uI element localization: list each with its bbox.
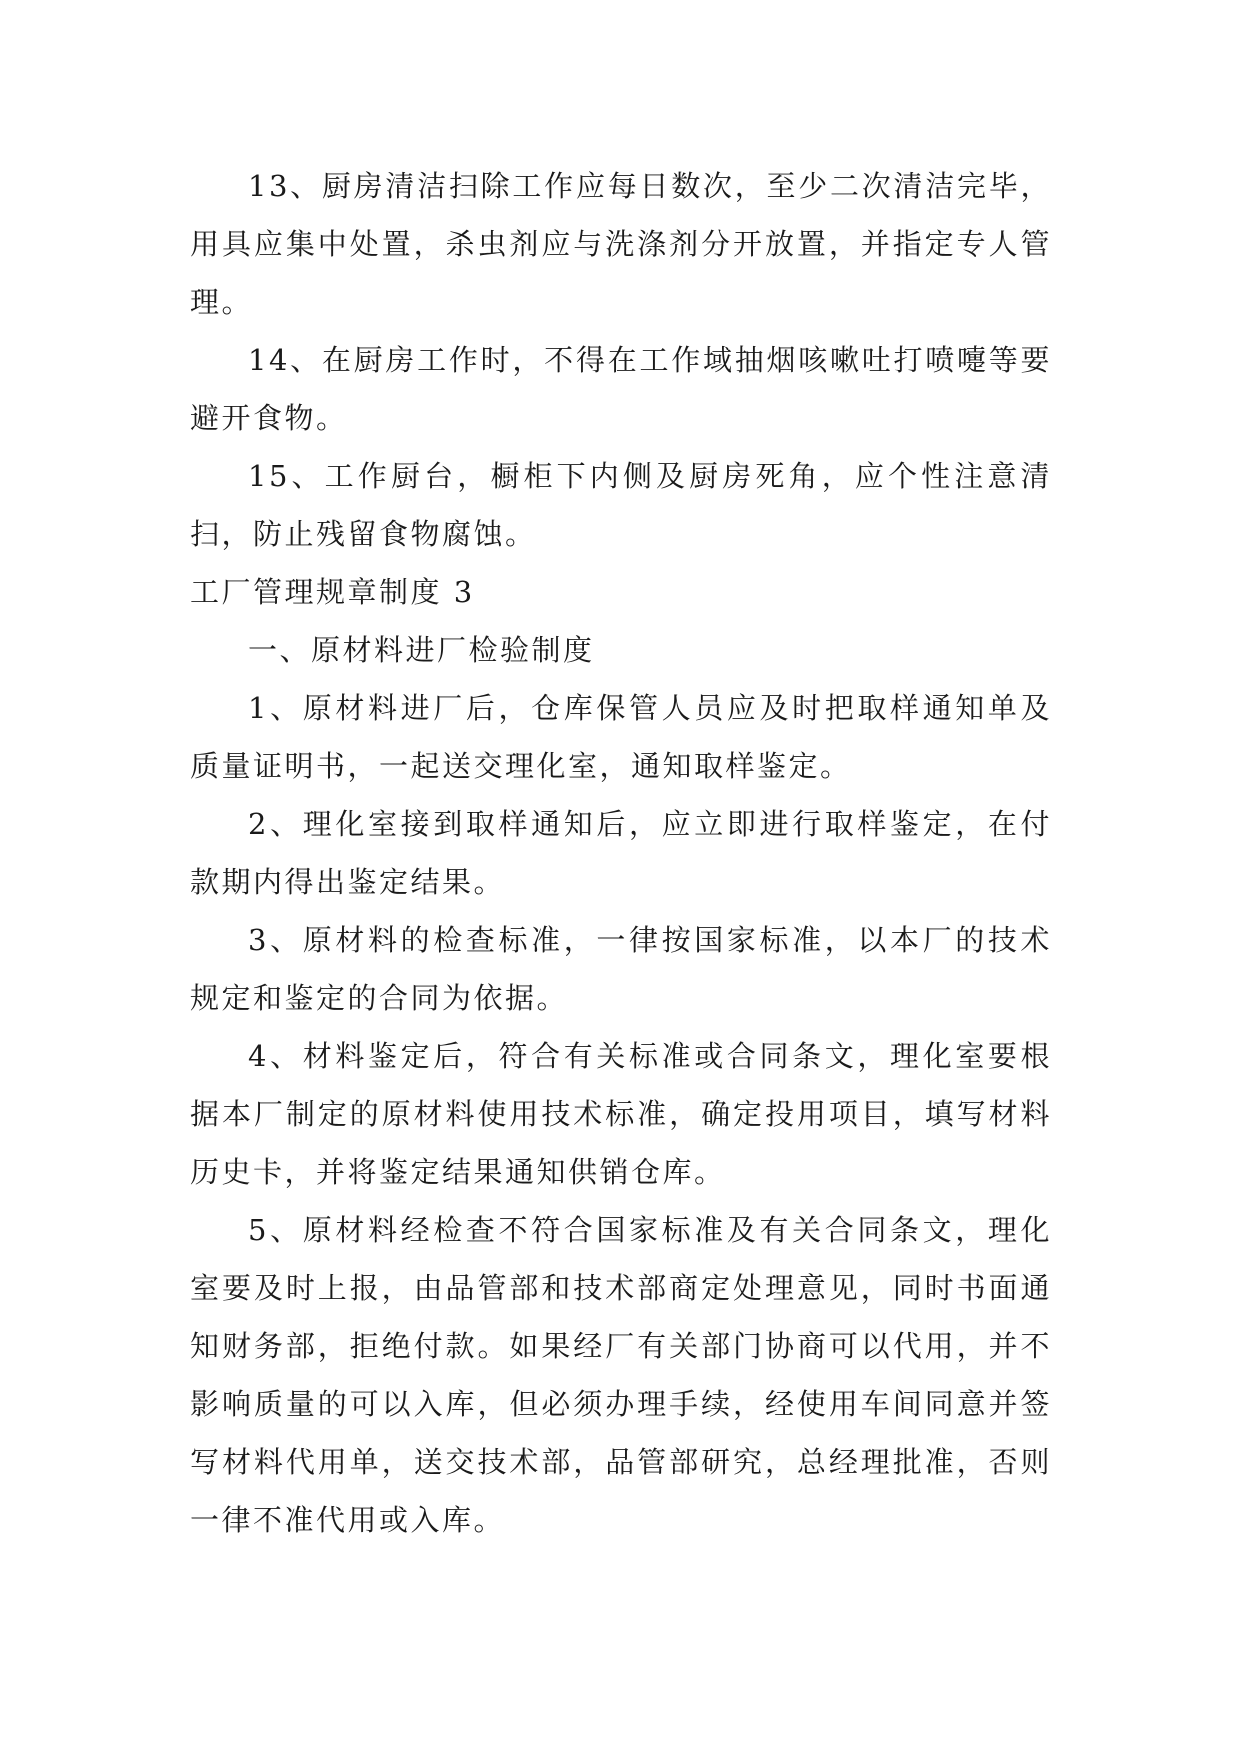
subsection-title: 一、原材料进厂检验制度 <box>248 633 595 667</box>
paragraph-item-15: 15、工作厨台，橱柜下内侧及厨房死角，应个性注意清扫，防止残留食物腐蚀。 <box>190 459 1052 551</box>
paragraph-rule-1: 1、原材料进厂后，仓库保管人员应及时把取样通知单及质量证明书，一起送交理化室，通知取样鉴定。 <box>190 691 1052 783</box>
paragraph-rule-4: 4、材料鉴定后，符合有关标准或合同条文，理化室要根据本厂制定的原材料使用技术标准，确定投用项目，填写材料历史卡，并将鉴定结果通知供销仓库。 <box>190 1039 1052 1189</box>
section-heading: 工厂管理规章制度 3 <box>190 575 475 609</box>
paragraph-rule-5: 5、原材料经检查不符合国家标准及有关合同条文，理化室要及时上报，由品管部和技术部商定处理意见，同时书面通知财务部，拒绝付款。如果经厂有关部门协商可以代用，并不影响质量的可以入库，但必须办理手续，经使用车间同意并签写材料代用单，送交技术部，品管部研究，总经理批准，否则一律不准代用或入库。 <box>190 1213 1052 1537</box>
paragraph-rule-2: 2、理化室接到取样通知后，应立即进行取样鉴定，在付款期内得出鉴定结果。 <box>190 807 1052 899</box>
paragraph-item-14: 14、在厨房工作时，不得在工作域抽烟咳嗽吐打喷嚏等要避开食物。 <box>190 343 1052 435</box>
paragraph-item-13: 13、厨房清洁扫除工作应每日数次，至少二次清洁完毕，用具应集中处置，杀虫剂应与洗涤剂分开放置，并指定专人管理。 <box>190 169 1052 319</box>
document-body <box>190 157 1052 1549</box>
paragraph-rule-3: 3、原材料的检查标准，一律按国家标准，以本厂的技术规定和鉴定的合同为依据。 <box>190 923 1052 1015</box>
